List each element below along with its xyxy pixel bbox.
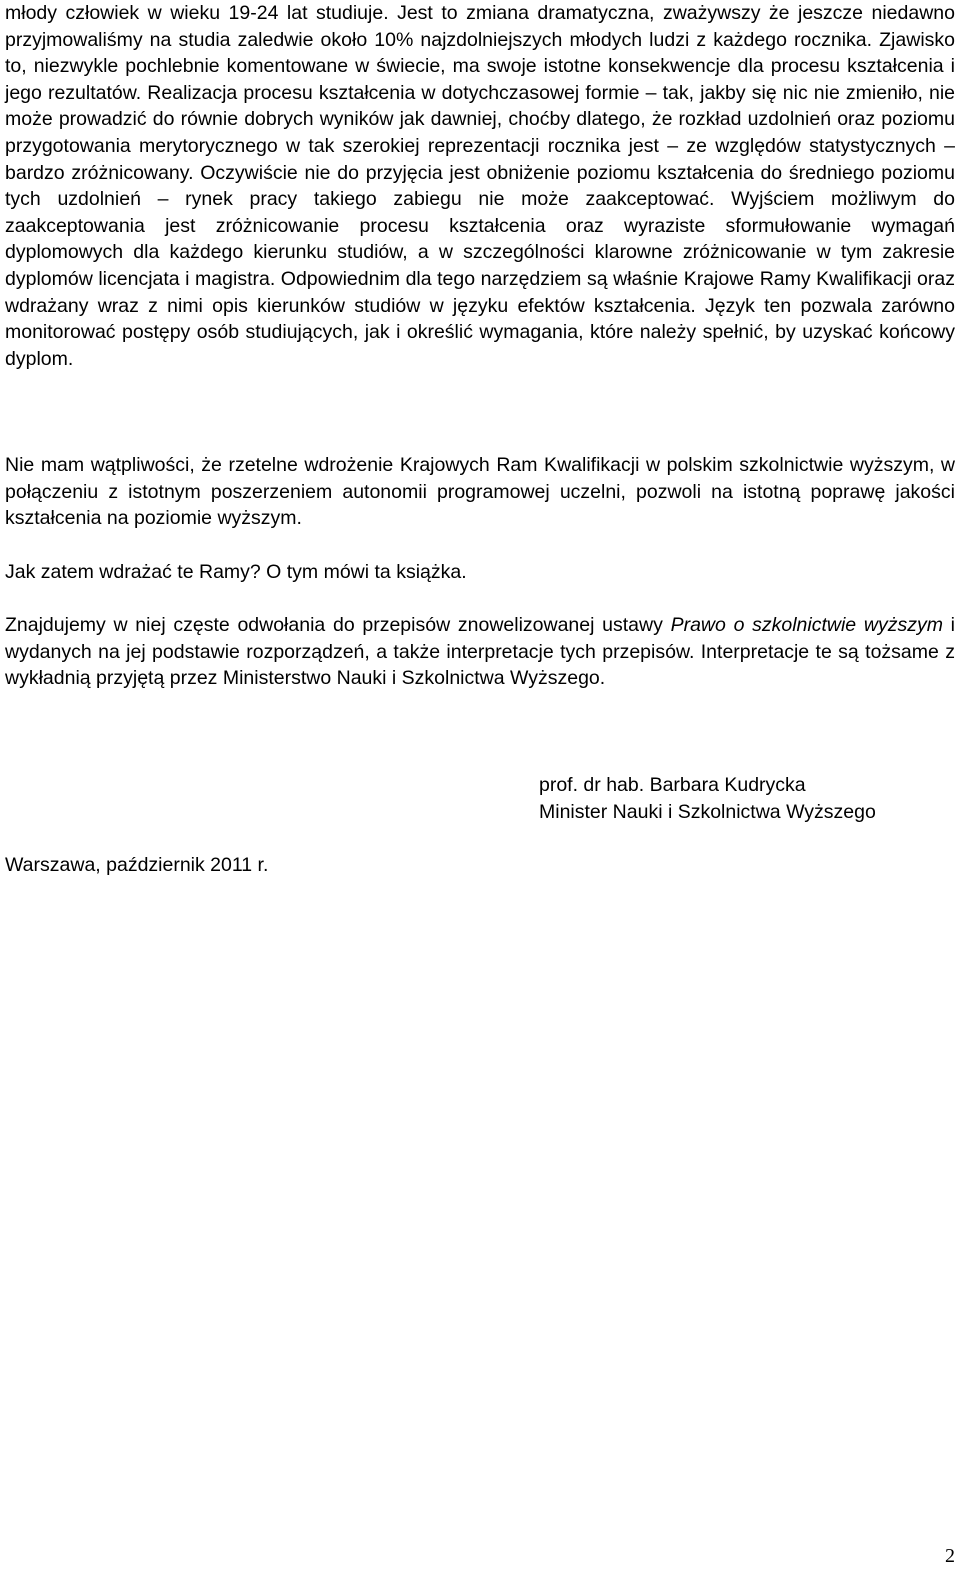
paragraph-students-quality: młody człowiek w wieku 19-24 lat studiuje. Jest to zmiana dramatyczna, zważywszy że jeszcze niedawno przyjmowaliśmy na studia zaledwie około 10% najzdolniejszych młodych ludzi z każdego rocznika. Zjawisko to, niezwykle pochlebnie komentowane w świecie, ma swoje istotne konsekwencje dla procesu kształcenia i jego rezultatów. Realizacja procesu kształcenia w dotychczasowej formie – tak, jakby się nic nie zmieniło, nie może prowadzić do równie dobrych wyników jak dawniej, choćby dlatego, że rozkład uzdolnień oraz poziomu przygotowania merytorycznego w tak szerokiej reprezentacji rocznika jest – ze względów statystycznych – bardzo zróżnicowany. Oczywiście nie do przyjęcia jest obniżenie poziomu kształcenia do średniego poziomu tych uzdolnień – rynek pracy takiego zabiegu nie może zaakceptować. Wyjściem możliwym do zaakceptowania jest zróżnicowanie procesu kształcenia oraz wyraziste sformułowanie wymagań dyplomowych dla każdego kierunku studiów, a w szczególności klarowne zróżnicowanie w tym zakresie dyplomów licencjata i magistra. Odpowiednim dla tego narzędziem są właśnie Krajowe Ramy Kwalifikacji oraz wdrażany wraz z nimi opis kierunków studiów w języku efektów kształcenia. Język ten pozwala zarówno monitorować postępy osób studiujących, jak i określić wymagania, które należy spełnić, by uzyskać końcowy dyplom. — [5, 2, 955, 370]
signatory-role: Minister Nauki i Szkolnictwa Wyższego — [539, 800, 876, 823]
signature-block — [539, 772, 876, 825]
paragraph-text-segment: Znajdujemy w niej częste odwołania do przepisów znowelizowanej ustawy — [5, 614, 671, 636]
paragraph-legal-references — [5, 612, 955, 692]
act-title: Prawo o szkolnictwie wyższym — [670, 614, 943, 636]
place-and-date: Warszawa, październik 2011 r. — [5, 854, 269, 876]
signatory-name: prof. dr hab. Barbara Kudrycka — [539, 774, 806, 796]
paragraph-how-to-implement: Jak zatem wdrażać te Ramy? O tym mówi ta książka. — [5, 561, 467, 583]
page-number: 2 — [945, 1545, 955, 1567]
paragraph-text-segment: i wydanych na jej podstawie rozporządzeń, a także interpretacje tych przepisów. Interpretacje te są tożsame z wykładnią przyjętą przez Ministerstwo Nauki i Szkolnictwa Wyższego. — [5, 614, 955, 690]
paragraph-krk-implementation: Nie mam wątpliwości, że rzetelne wdrożenie Krajowych Ram Kwalifikacji w polskim szkolnictwie wyższym, w połączeniu z istotnym poszerzeniem autonomii programowej uczelni, pozwoli na istotną poprawę jakości kształcenia na poziomie wyższym. — [5, 454, 955, 530]
